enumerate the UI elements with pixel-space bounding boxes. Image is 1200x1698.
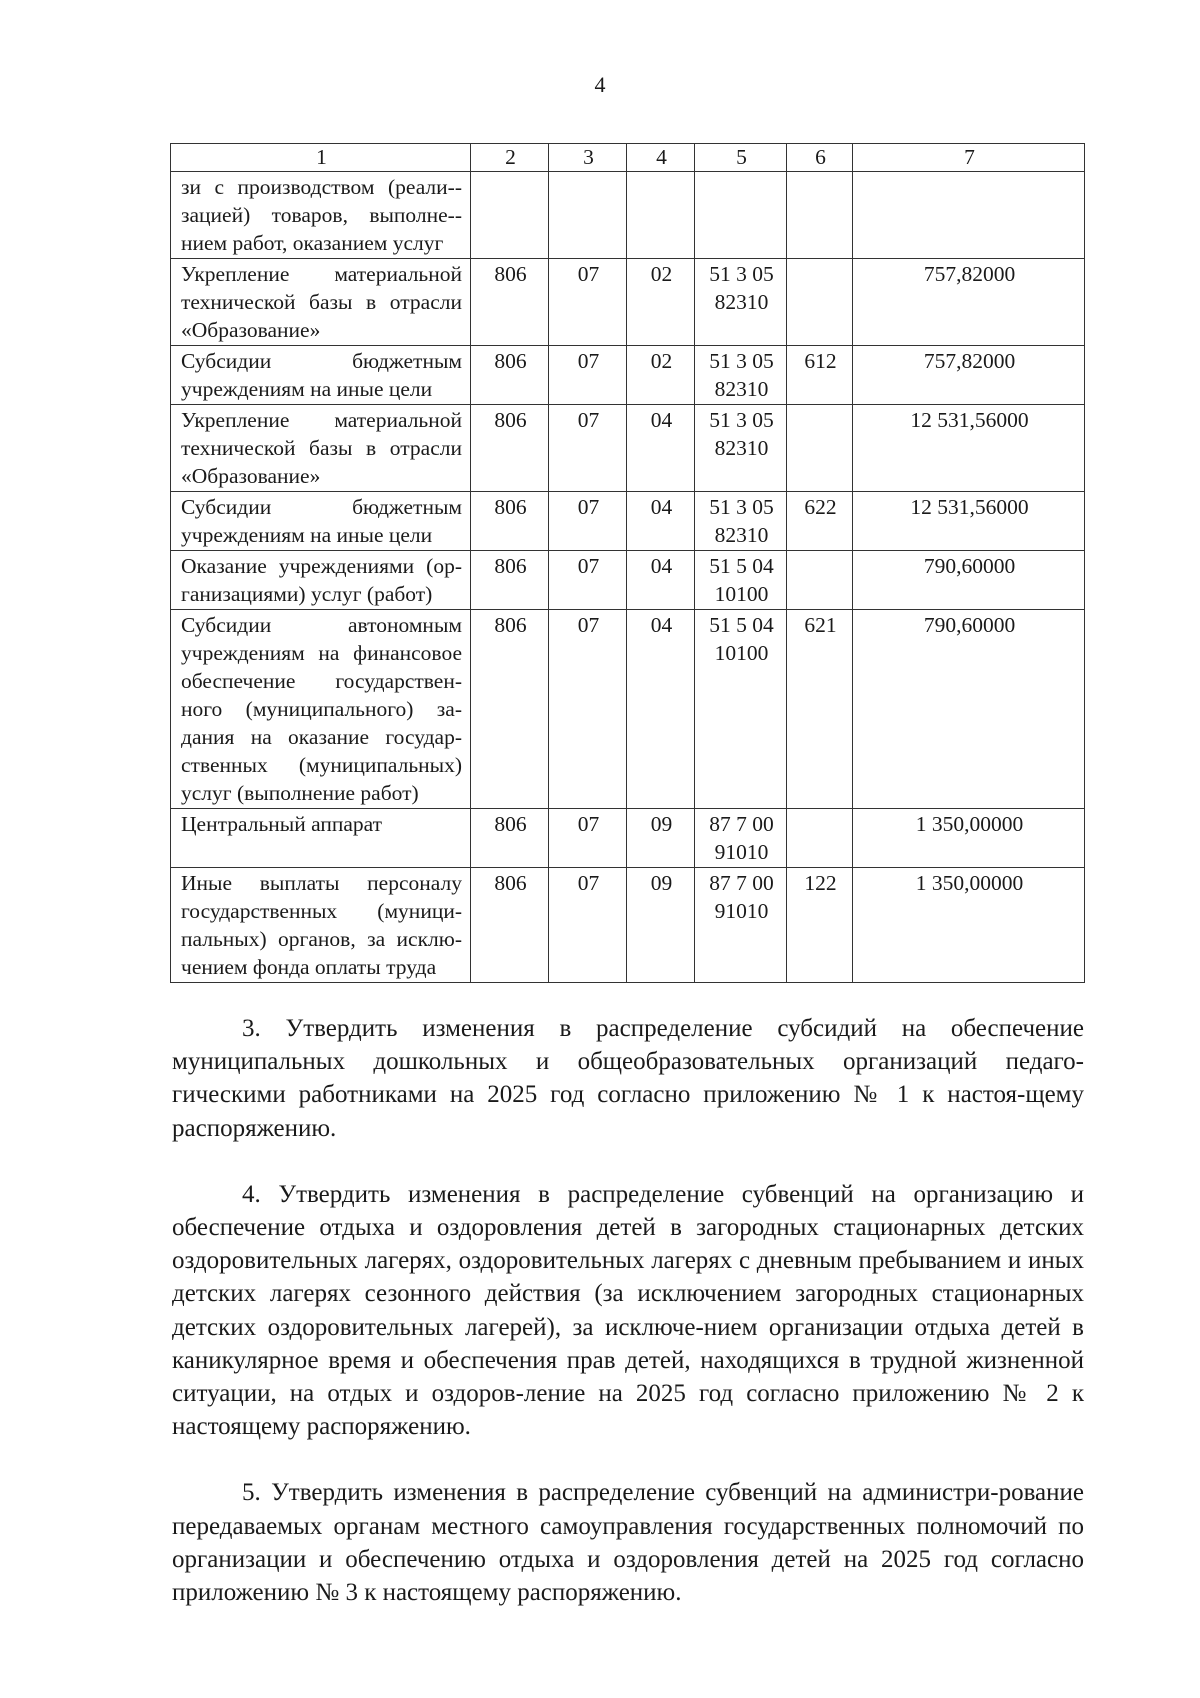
- table-cell-value: 07: [549, 809, 627, 868]
- table-row: [171, 259, 1085, 346]
- table-cell-value: 51 3 05 82310: [695, 492, 787, 551]
- table-cell-name: Субсидии бюджетным учреждениям на иные цели: [171, 346, 471, 405]
- table-header-cell: 6: [787, 144, 853, 172]
- table-header-row: [171, 144, 1085, 172]
- table-cell-value: 04: [627, 610, 695, 809]
- table-cell-value: 757,82000: [853, 346, 1085, 405]
- table-header-cell: 7: [853, 144, 1085, 172]
- table-header-cell: 4: [627, 144, 695, 172]
- table-cell-value: [471, 172, 549, 259]
- table-cell-name: Оказание учреждениями (ор-ганизациями) услуг (работ): [171, 551, 471, 610]
- table-row: [171, 610, 1085, 809]
- table-cell-value: 806: [471, 259, 549, 346]
- table-cell-value: 621: [787, 610, 853, 809]
- table-header-cell: 2: [471, 144, 549, 172]
- table-cell-value: 51 3 05 82310: [695, 405, 787, 492]
- table-row: [171, 868, 1085, 983]
- table-cell-value: 04: [627, 405, 695, 492]
- table-cell-value: 02: [627, 259, 695, 346]
- table-cell-value: 02: [627, 346, 695, 405]
- table-cell-value: 87 7 00 91010: [695, 809, 787, 868]
- table-cell-name: Иные выплаты персоналу государственных (муници-пальных) органов, за исклю-чением фонда оплаты труда: [171, 868, 471, 983]
- table-row: [171, 809, 1085, 868]
- table-body: [171, 172, 1085, 983]
- table-cell-value: 757,82000: [853, 259, 1085, 346]
- table-cell-name: Субсидии бюджетным учреждениям на иные цели: [171, 492, 471, 551]
- table-cell-value: 806: [471, 492, 549, 551]
- paragraph-5: 5. Утвердить изменения в распределение субвенций на администри-рование передаваемых органам местного самоуправления государственных полномочий по организации и обеспечению отдыха и оздоровления детей на 2025 год согласно приложению № 3 к настоящему распоряжению.: [172, 1479, 1084, 1607]
- table-cell-value: 04: [627, 492, 695, 551]
- table-cell-value: [787, 172, 853, 259]
- table-row: [171, 405, 1085, 492]
- table-cell-value: 07: [549, 259, 627, 346]
- budget-table: [170, 143, 1085, 983]
- table-header-cell: 1: [171, 144, 471, 172]
- table-cell-value: 806: [471, 346, 549, 405]
- table-cell-value: [787, 551, 853, 610]
- table-cell-value: 1 350,00000: [853, 809, 1085, 868]
- table-cell-value: 790,60000: [853, 610, 1085, 809]
- table-cell-value: 87 7 00 91010: [695, 868, 787, 983]
- table-row: [171, 551, 1085, 610]
- table-header-cell: 3: [549, 144, 627, 172]
- table-cell-value: 12 531,56000: [853, 405, 1085, 492]
- table-cell-value: 806: [471, 551, 549, 610]
- table-row: [171, 492, 1085, 551]
- body-text: [172, 1012, 1084, 1642]
- table-cell-value: 1 350,00000: [853, 868, 1085, 983]
- table-cell-name: Субсидии автономным учреждениям на финансовое обеспечение государствен-ного (муниципального) за-дания на оказание государ-ственных (муниципальных) услуг (выполнение работ): [171, 610, 471, 809]
- table-cell-name: зи с производством (реали-зацией) товаров, выполне-нием работ, оказанием услуг: [171, 172, 471, 259]
- table-cell-value: [787, 405, 853, 492]
- table-cell-value: 51 5 04 10100: [695, 610, 787, 809]
- table-cell-value: [787, 809, 853, 868]
- table-cell-value: 09: [627, 868, 695, 983]
- table-cell-value: [549, 172, 627, 259]
- table-cell-value: 07: [549, 610, 627, 809]
- paragraph-4: 4. Утвердить изменения в распределение субвенций на организацию и обеспечение отдыха и оздоровления детей в загородных стационарных детских оздоровительных лагерях, оздоровительных лагерях с дневным пребыванием и иных детских лагерях сезонного действия (за исключением загородных стационарных детских оздоровительных лагерей), за исключе-нием организации отдыха детей в каникулярное время и обеспечения прав детей, находящихся в трудной жизненной ситуации, на отдых и оздоров-ление на 2025 год согласно приложению № 2 к настоящему распоряжению.: [172, 1180, 1084, 1441]
- table-cell-value: 07: [549, 346, 627, 405]
- table-cell-value: 806: [471, 809, 549, 868]
- paragraph-3: 3. Утвердить изменения в распределение субсидий на обеспечение муниципальных дошкольных и общеобразовательных организаций педаго-гическими работниками на 2025 год согласно приложению № 1 к настоя-щему распоряжению.: [172, 1015, 1084, 1142]
- table-cell-value: 07: [549, 868, 627, 983]
- table-cell-value: 09: [627, 809, 695, 868]
- table-cell-value: [627, 172, 695, 259]
- table-row: [171, 346, 1085, 405]
- table-cell-value: [853, 172, 1085, 259]
- table-cell-value: 790,60000: [853, 551, 1085, 610]
- table-cell-value: 07: [549, 492, 627, 551]
- table-cell-value: 07: [549, 551, 627, 610]
- table-cell-value: 122: [787, 868, 853, 983]
- table-cell-value: 806: [471, 868, 549, 983]
- table-cell-value: [695, 172, 787, 259]
- table-cell-value: 806: [471, 405, 549, 492]
- table-cell-value: 51 3 05 82310: [695, 346, 787, 405]
- table-cell-value: 12 531,56000: [853, 492, 1085, 551]
- table-cell-value: [787, 259, 853, 346]
- table-cell-value: 07: [549, 405, 627, 492]
- table-cell-name: Укрепление материальной технической базы в отрасли «Образование»: [171, 405, 471, 492]
- table-cell-value: 04: [627, 551, 695, 610]
- page-number: 4: [594, 72, 606, 97]
- table-cell-value: 51 5 04 10100: [695, 551, 787, 610]
- table-cell-value: 806: [471, 610, 549, 809]
- table-header-cell: 5: [695, 144, 787, 172]
- table-row: [171, 172, 1085, 259]
- table-cell-name: Укрепление материальной технической базы в отрасли «Образование»: [171, 259, 471, 346]
- table-cell-value: 51 3 05 82310: [695, 259, 787, 346]
- table-cell-value: 612: [787, 346, 853, 405]
- table-cell-value: 622: [787, 492, 853, 551]
- table-cell-name: Центральный аппарат: [171, 809, 471, 868]
